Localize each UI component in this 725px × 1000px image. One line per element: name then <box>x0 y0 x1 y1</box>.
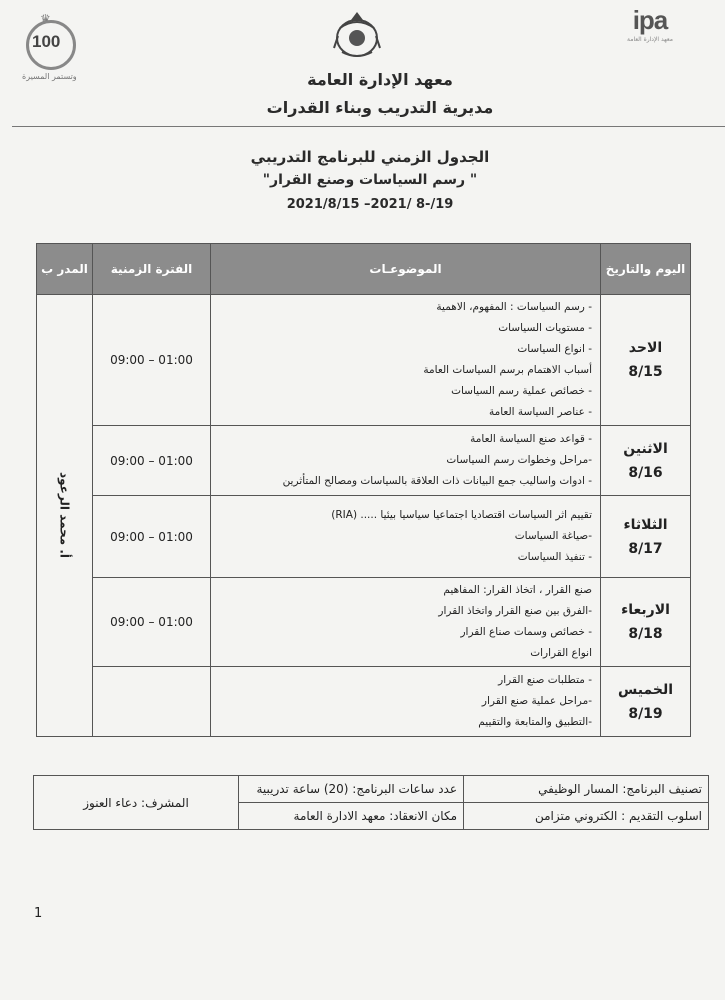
institute-name: معهد الإدارة العامة <box>307 70 453 89</box>
time-cell <box>93 667 211 737</box>
logo-number: 100 <box>32 32 61 51</box>
logo-tagline: وتستمر المسيرة <box>22 72 77 81</box>
topic-line: أسباب الاهتمام برسم السياسات العامة <box>423 364 592 376</box>
ipa-logo <box>620 5 680 65</box>
schedule-row <box>37 578 691 667</box>
day-date: 8/15 <box>628 364 663 380</box>
day-cell <box>601 426 691 496</box>
day-date: 8/17 <box>628 540 663 557</box>
topic-line: - تنفيذ السياسات <box>517 551 592 563</box>
schedule-row <box>37 426 691 496</box>
time-cell: 09:00 – 01:00 <box>93 578 211 667</box>
topic-line: - مستويات السياسات <box>498 322 592 334</box>
day-date: 8/19 <box>628 705 663 722</box>
day-name: الاحد <box>628 340 663 356</box>
topic-line: - انواع السياسات <box>517 343 592 355</box>
program-supervisor: المشرف: دعاء العنوز <box>34 776 239 830</box>
day-date: 8/16 <box>628 464 663 481</box>
time-cell: 09:00 – 01:00 <box>93 496 211 578</box>
schedule-row <box>37 667 691 737</box>
delivery-method: اسلوب التقديم : الكتروني متزامن <box>464 803 709 830</box>
topic-line: -الفرق بين صنع القرار واتخاذ القرار <box>438 605 592 617</box>
topic-line: صنع القرار ، اتخاذ القرار: المفاهيم <box>443 584 592 596</box>
topic-line: - ادوات واساليب جمع البيانات ذات العلاقة بالسياسات ومصالح المتأثرين <box>282 475 592 487</box>
topic-line: -التطبيق والمتابعة والتقييم <box>478 716 592 728</box>
day-name: الثلاثاء <box>623 516 668 533</box>
day-name: الاربعاء <box>621 602 670 618</box>
crown-icon: ♛ <box>40 12 51 26</box>
program-info-table <box>33 775 709 830</box>
centennial-logo <box>18 12 88 82</box>
program-hours: عدد ساعات البرنامج: (20) ساعة تدريبية <box>239 776 464 803</box>
topic-line: انواع القرارات <box>530 647 592 659</box>
emblem-icon <box>330 8 384 62</box>
day-date: 8/18 <box>628 626 663 642</box>
col-header-trainer: المدر ب <box>37 244 93 295</box>
day-name: الاثنين <box>623 440 668 457</box>
topic-line: - متطلبات صنع القرار <box>498 674 592 686</box>
topics-cell <box>211 295 601 426</box>
topic-line: - خصائص عملية رسم السياسات <box>451 385 592 397</box>
program-venue: مكان الانعقاد: معهد الادارة العامة <box>239 803 464 830</box>
day-cell <box>601 578 691 667</box>
day-cell <box>601 295 691 426</box>
col-header-period: الفترة الزمنية <box>93 244 211 295</box>
coat-of-arms-emblem <box>330 8 384 62</box>
info-row <box>34 776 709 803</box>
topic-line: تقييم اثر السياسات اقتصاديا اجتماعيا سياسيا بيئيا ..... (RIA) <box>331 509 592 521</box>
topic-line: -صياغة السياسات <box>514 530 592 542</box>
schedule-table <box>36 243 691 737</box>
topics-cell <box>211 426 601 496</box>
day-cell <box>601 667 691 737</box>
day-name: الخميس <box>617 681 674 698</box>
page-number: 1 <box>34 906 43 921</box>
date-range: 2021/8/15 –2021/ 8-/19 <box>286 197 454 212</box>
topic-line: -مراحل وخطوات رسم السياسات <box>446 454 592 466</box>
schedule-header-row <box>37 244 691 295</box>
directorate-name: مديرية التدريب وبناء القدرات <box>266 98 494 117</box>
document-title: الجدول الزمني للبرنامج التدريبي <box>250 148 490 166</box>
topic-line: - خصائص وسمات صناع القرار <box>460 626 592 638</box>
topics-cell <box>211 578 601 667</box>
topic-line: -مراحل عملية صنع القرار <box>481 695 592 707</box>
program-classification: تصنيف البرنامج: المسار الوظيفي <box>464 776 709 803</box>
time-cell: 09:00 – 01:00 <box>93 426 211 496</box>
topic-line: - رسم السياسات : المفهوم، الاهمية <box>436 301 592 313</box>
topic-line: - عناصر السياسة العامة <box>488 406 592 418</box>
time-cell: 09:00 – 01:00 <box>93 295 211 426</box>
day-cell <box>601 496 691 578</box>
col-header-day: اليوم والتاريخ <box>601 244 691 295</box>
program-name: " رسم السياسات وصنع القرار" <box>262 172 478 188</box>
schedule-row <box>37 496 691 578</box>
topic-line: - قواعد صنع السياسة العامة <box>470 433 592 445</box>
trainer-cell: أ. محمد الرعود <box>37 295 93 737</box>
ipa-logo-subtitle: معهد الإدارة العامة <box>627 36 673 43</box>
topics-cell <box>211 496 601 578</box>
ipa-logo-mark: ipa <box>632 5 668 35</box>
schedule-row <box>37 295 691 426</box>
col-header-topics: الموضوعـات <box>211 244 601 295</box>
topics-cell <box>211 667 601 737</box>
header-divider <box>12 126 725 127</box>
